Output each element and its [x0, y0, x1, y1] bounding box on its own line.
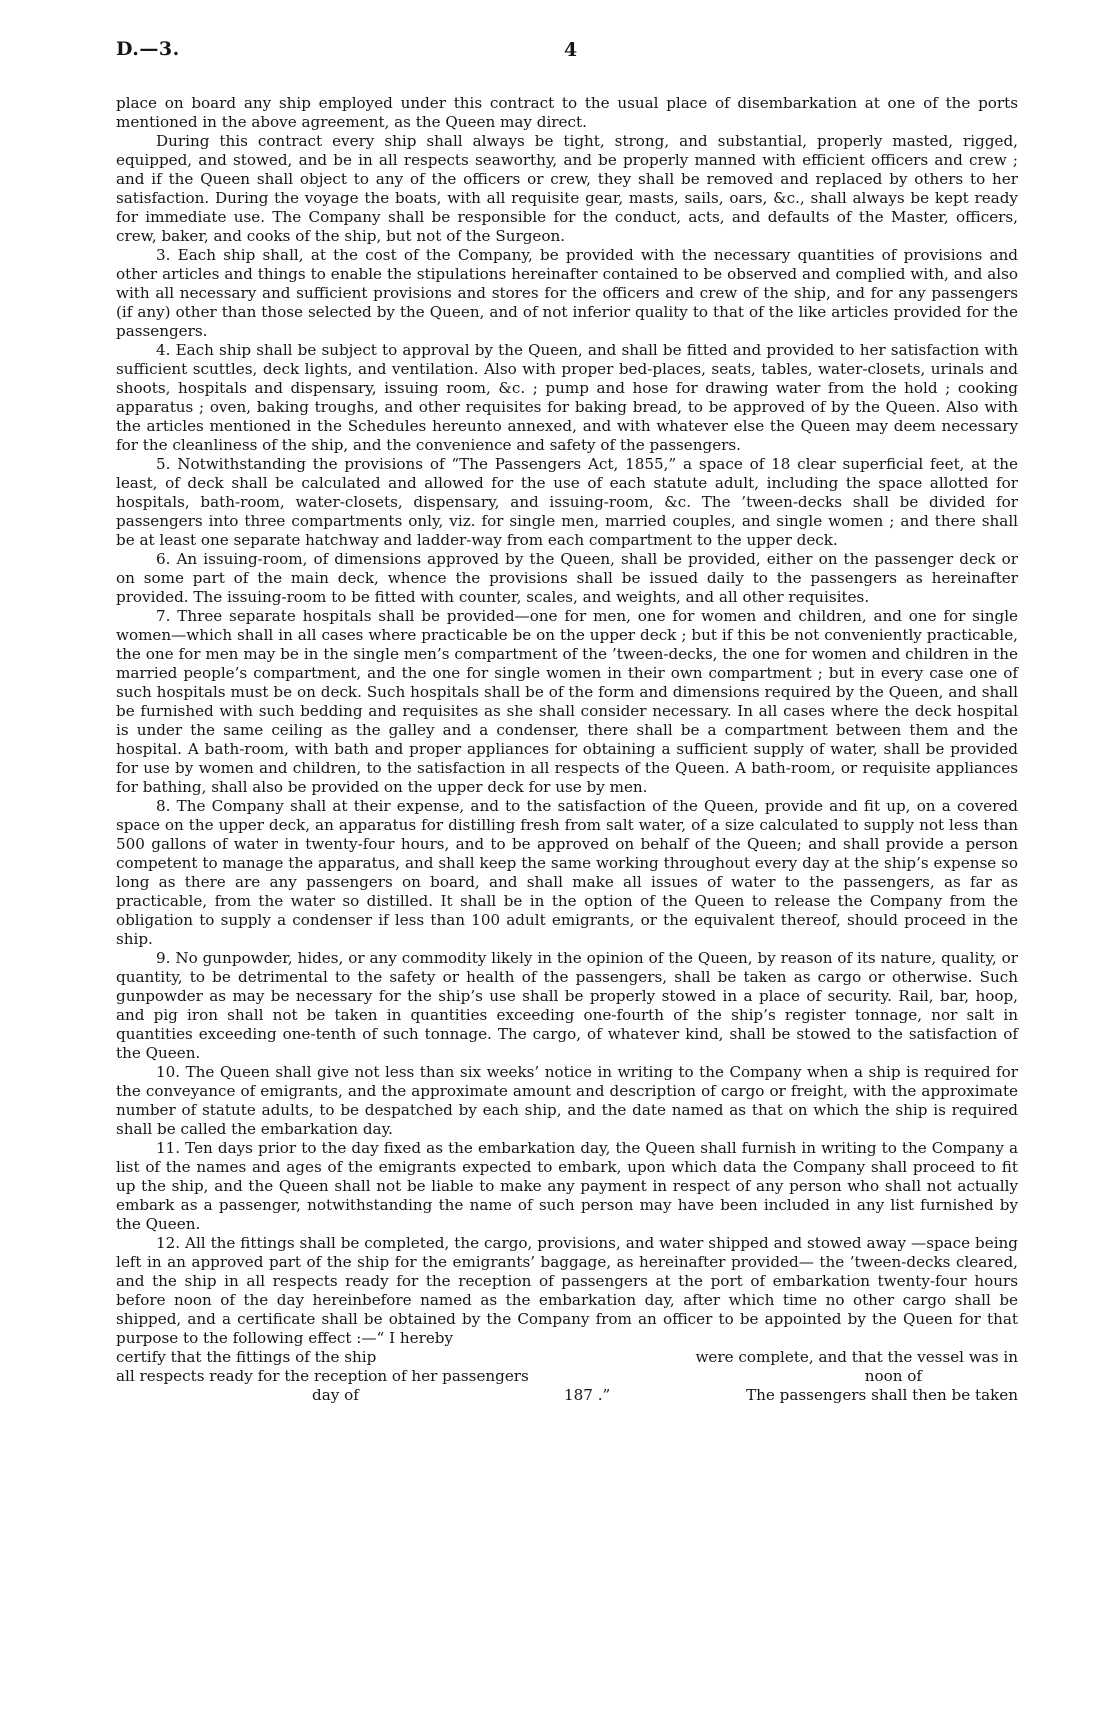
paragraph-clause-6: 6. An issuing-room, of dimensions approved by the Queen, shall be provided, either on the passenger deck or on some part of the main deck, whence the provisions shall be issued daily to the passengers as hereinafter provided. The issuing-room to be fitted with counter, scales, and weights, and all other requisites.: [116, 550, 1018, 606]
document-reference: D.—3.: [116, 38, 180, 60]
page-header: [116, 38, 1018, 72]
page-number: 4: [564, 39, 578, 61]
paragraph-seaworthiness: During this contract every ship shall always be tight, strong, and substantial, properly masted, rigged, equipped, and stowed, and be in all respects seaworthy, and be properly manned with efficient officers and crew ; and if the Queen shall object to any of the officers or crew, they shall be removed and replaced by others to her satisfaction. During the voyage the boats, with all requisite gear, masts, sails, oars, &c., shall always be kept ready for immediate use. The Company shall be responsible for the conduct, acts, and defaults of the Master, officers, crew, baker, and cooks of the ship, but not of the Surgeon.: [116, 132, 1018, 245]
certificate-line-3-mid: 187 .”: [564, 1386, 611, 1404]
paragraph-clause-9: 9. No gunpowder, hides, or any commodity likely in the opinion of the Queen, by reason of its nature, quality, or quantity, to be detrimental to the safety or health of the passengers, shall be taken as cargo or otherwise. Such gunpowder as may be necessary for the ship’s use shall be properly stowed in a place of security. Rail, bar, hoop, and pig iron shall not be taken in quantities exceeding one-fourth of the ship’s register tonnage, nor salt in quantities exceeding one-tenth of such tonnage. The cargo, of whatever kind, shall be stowed to the satisfaction of the Queen.: [116, 949, 1018, 1062]
paragraph-clause-4: 4. Each ship shall be subject to approval by the Queen, and shall be fitted and provided to her satisfaction with sufficient scuttles, deck lights, and ventilation. Also with proper bed-places, seats, tables, water-closets, urinals and shoots, hospitals and dispensary, issuing room, &c. ; pump and hose for drawing water from the hold ; cooking apparatus ; oven, baking troughs, and other requisites for baking bread, to be approved of by the Queen. Also with the articles mentioned in the Schedules hereunto annexed, and with whatever else the Queen may deem necessary for the cleanliness of the ship, and the convenience and safety of the passengers.: [116, 341, 1018, 454]
paragraph-clause-5: 5. Notwithstanding the provisions of “The Passengers Act, 1855,” a space of 18 clear superficial feet, at the least, of deck shall be calculated and allowed for the use of each statute adult, including the space allotted for hospitals, bath-room, water-closets, dispensary, and issuing-room, &c. The ’tween-decks shall be divided for passengers into three compartments only, viz. for single men, married couples, and single women ; and there shall be at least one separate hatchway and ladder-way from each compartment to the upper deck.: [116, 455, 1018, 549]
certificate-line-2-left: all respects ready for the reception of her passengers: [116, 1367, 529, 1385]
paragraph-clause-12: 12. All the fittings shall be completed, the cargo, provisions, and water shipped and stowed away —space being left in an approved part of the ship for the emigrants’ baggage, as hereinafter provided— the ’tween-decks cleared, and the ship in all respects ready for the reception of passengers at the port of embarkation twenty-four hours before noon of the day hereinbefore named as the embarkation day, after which time no other cargo shall be shipped, and a certificate shall be obtained by the Company from an officer to be appointed by the Queen for that purpose to the following effect :—“ I hereby: [116, 1234, 1018, 1347]
paragraph-clause-8: 8. The Company shall at their expense, and to the satisfaction of the Queen, provide and fit up, on a covered space on the upper deck, an apparatus for distilling fresh from salt water, of a size calculated to supply not less than 500 gallons of water in twenty-four hours, and to be approved on behalf of the Queen; and shall provide a person competent to manage the apparatus, and shall keep the same working throughout every day at the ship’s expense so long as there are any passengers on board, and shall make all issues of water to the passengers, as far as practicable, from the water so distilled. It shall be in the option of the Queen to release the Company from the obligation to supply a condenser if less than 100 adult emigrants, or the equivalent thereof, should proceed in the ship.: [116, 797, 1018, 948]
certificate-line-3-right: The passengers shall then be taken: [746, 1386, 1018, 1404]
certificate-line-1-right: were complete, and that the vessel was in: [695, 1348, 1018, 1366]
certificate-line-3-left: day of: [312, 1386, 359, 1404]
paragraph-continuation: place on board any ship employed under this contract to the usual place of disembarkation at one of the ports mentioned in the above agreement, as the Queen may direct.: [116, 94, 1018, 131]
certificate-line-2-right: noon of: [864, 1367, 922, 1385]
paragraph-clause-10: 10. The Queen shall give not less than six weeks’ notice in writing to the Company when a ship is required for the conveyance of emigrants, and the approximate amount and description of cargo or freight, with the approximate number of statute adults, to be despatched by each ship, and the date named as that on which the ship is required shall be called the embarkation day.: [116, 1063, 1018, 1138]
body-text: [116, 94, 1018, 1348]
certificate-line-1-left: certify that the fittings of the ship: [116, 1348, 377, 1366]
paragraph-clause-3: 3. Each ship shall, at the cost of the Company, be provided with the necessary quantities of provisions and other articles and things to enable the stipulations hereinafter contained to be observed and complied with, and also with all necessary and sufficient provisions and stores for the officers and crew of the ship, and for any passengers (if any) other than those selected by the Queen, and of not inferior quality to that of the like articles provided for the passengers.: [116, 246, 1018, 340]
paragraph-clause-11: 11. Ten days prior to the day fixed as the embarkation day, the Queen shall furnish in writing to the Company a list of the names and ages of the emigrants expected to embark, upon which data the Company shall proceed to fit up the ship, and the Queen shall not be liable to make any payment in respect of any person who shall not actually embark as a passenger, notwithstanding the name of such person may have been included in any list furnished by the Queen.: [116, 1139, 1018, 1233]
paragraph-clause-7: 7. Three separate hospitals shall be provided—one for men, one for women and children, and one for single women—which shall in all cases where practicable be on the upper deck ; but if this be not conveniently practicable, the one for men may be in the single men’s compartment of the ’tween-decks, the one for women and children in the married people’s compartment, and the one for single women in their own compartment ; but in every case one of such hospitals must be on deck. Such hospitals shall be of the form and dimensions required by the Queen, and shall be furnished with such bedding and requisites as she shall consider necessary. In all cases where the deck hospital is under the same ceiling as the galley and a condenser, there shall be a compartment between them and the hospital. A bath-room, with bath and proper appliances for obtaining a sufficient supply of water, shall be provided for use by women and children, to the satisfaction in all respects of the Queen. A bath-room, or requisite appliances for bathing, shall also be provided on the upper deck for use by men.: [116, 607, 1018, 796]
